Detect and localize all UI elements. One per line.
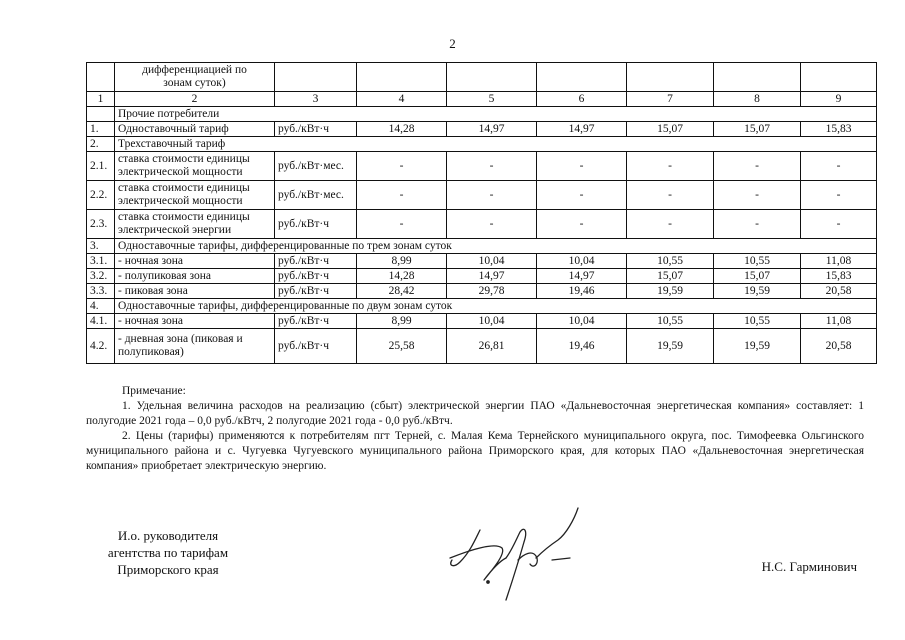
value-cell: 19,46 [537,284,627,299]
tariff-row [87,122,877,137]
position-line: агентства по тарифам [107,545,229,560]
section-label: Трехставочный тариф [115,137,877,152]
value-cell: 10,55 [714,314,801,329]
column-number: 4 [357,92,447,107]
value-cell: 15,07 [714,269,801,284]
value-cell: - [537,152,627,181]
section-row [87,107,877,122]
tariff-row [87,254,877,269]
value-cell: 15,07 [714,122,801,137]
value-cell: 14,28 [357,269,447,284]
value-cell: 10,55 [714,254,801,269]
value-cell: 10,04 [537,254,627,269]
signature-stroke [552,558,570,560]
unit-cell: руб./кВт·ч [275,329,357,364]
unit-cell: руб./кВт·мес. [275,181,357,210]
value-cell: - [627,152,714,181]
value-cell: 19,59 [714,284,801,299]
value-cell: 10,55 [627,314,714,329]
value-cell: 15,83 [801,269,877,284]
value-cell: 15,07 [627,122,714,137]
value-cell: - [627,210,714,239]
unit-cell: руб./кВт·ч [275,314,357,329]
unit-cell: руб./кВт·ч [275,284,357,299]
row-label-line: Одноставочный тариф [118,122,229,135]
value-cell: - [714,181,801,210]
row-number: 2.3. [87,210,115,239]
value-cell: 11,08 [801,254,877,269]
row-number [87,107,115,122]
section-label: Одноставочные тарифы, дифференцированные по трем зонам суток [115,239,877,254]
tariff-row [87,210,877,239]
column-number: 9 [801,92,877,107]
value-cell: - [801,181,877,210]
note-1: 1. Удельная величина расходов на реализацию (сбыт) электрической энергии ПАО «Дальневосточная энергетическая компания» составляет: 1 полугодие 2021 года – 0,0 руб./кВтч, 2 полугодие 2021 года - 0,0 руб./кВтч. [86,400,864,427]
row-label-line: электрической мощности [118,195,243,207]
row-label-line: - ночная зона [118,254,184,267]
value-cell: 8,99 [357,254,447,269]
value-cell: 8,99 [357,314,447,329]
column-number: 3 [275,92,357,107]
value-cell: 28,42 [357,284,447,299]
signature-dot [487,581,489,583]
row-label-line: электрической мощности [118,166,243,178]
value-cell: - [801,210,877,239]
row-label [115,329,275,364]
value-cell: - [447,210,537,239]
value-cell: - [357,210,447,239]
row-number: 3.2. [87,269,115,284]
signature-stroke [451,530,480,566]
signatory-name: Н.С. Гарминович [761,559,857,574]
row-label [115,122,275,137]
header-continuation-row [87,63,877,92]
value-cell: 10,04 [537,314,627,329]
row-label-line: ставка стоимости единицы [118,211,250,223]
header-line: зонам суток) [163,77,226,89]
value-cell: - [714,152,801,181]
value-cell: - [447,152,537,181]
unit-cell: руб./кВт·ч [275,269,357,284]
value-cell: 10,04 [447,254,537,269]
row-label [115,284,275,299]
row-number: 3.1. [87,254,115,269]
value-cell: 19,59 [627,284,714,299]
header-label-cell [115,63,275,92]
value-cell: 14,97 [447,122,537,137]
section-row [87,137,877,152]
value-cell: 14,97 [537,269,627,284]
row-label [115,152,275,181]
row-label [115,314,275,329]
value-cell: 19,59 [627,329,714,364]
value-cell: - [627,181,714,210]
column-number: 8 [714,92,801,107]
header-line: дифференциацией по [142,64,247,76]
value-cell: 10,04 [447,314,537,329]
row-number: 2.1. [87,152,115,181]
section-row [87,239,877,254]
value-cell: - [357,152,447,181]
tariff-row [87,181,877,210]
value-cell: 20,58 [801,329,877,364]
value-cell: 15,07 [627,269,714,284]
unit-cell: руб./кВт·ч [275,254,357,269]
signature-stroke [518,553,537,566]
row-label-line: - пиковая зона [118,284,188,297]
value-cell: - [447,181,537,210]
value-cell: 14,97 [447,269,537,284]
value-cell: 14,28 [357,122,447,137]
tariff-table [86,62,877,364]
value-cell: - [357,181,447,210]
row-label-line: ставка стоимости единицы [118,182,250,194]
tariff-row [87,314,877,329]
row-label-line: полупиковая) [118,346,184,358]
tariff-row [87,152,877,181]
row-label-line: электрической энергии [118,224,232,236]
row-label [115,269,275,284]
value-cell: 15,83 [801,122,877,137]
notes-title: Примечание: [122,385,186,397]
row-number: 2. [87,137,115,152]
value-cell: - [714,210,801,239]
row-number: 4.1. [87,314,115,329]
row-label [115,210,275,239]
value-cell: - [537,181,627,210]
signature-stroke [536,508,578,558]
signatory-position [88,527,248,578]
row-number: 1. [87,122,115,137]
value-cell: 19,46 [537,329,627,364]
signature-stroke [506,529,526,600]
handwritten-signature [440,500,590,605]
row-label-line: - дневная зона (пиковая и [118,333,243,345]
value-cell: 20,58 [801,284,877,299]
column-number: 5 [447,92,537,107]
value-cell: - [537,210,627,239]
value-cell: - [801,152,877,181]
value-cell: 19,59 [714,329,801,364]
value-cell: 29,78 [447,284,537,299]
unit-cell: руб./кВт·мес. [275,152,357,181]
row-number: 2.2. [87,181,115,210]
position-line: Приморского края [117,562,219,577]
tariff-row [87,284,877,299]
tariff-row [87,329,877,364]
notes-block [86,384,864,474]
row-number: 4.2. [87,329,115,364]
unit-cell: руб./кВт·ч [275,210,357,239]
row-number: 4. [87,299,115,314]
column-number: 1 [87,92,115,107]
value-cell: 11,08 [801,314,877,329]
column-number: 7 [627,92,714,107]
section-label: Прочие потребители [115,107,877,122]
section-label: Одноставочные тарифы, дифференцированные по двум зонам суток [115,299,877,314]
row-label-line: - ночная зона [118,314,184,327]
value-cell: 14,97 [537,122,627,137]
section-row [87,299,877,314]
row-label [115,181,275,210]
column-number: 2 [115,92,275,107]
page-number: 2 [449,36,456,51]
note-2: 2. Цены (тарифы) применяются к потребителям пгт Терней, с. Малая Кема Тернейского муниципального округа, пос. Тимофеевка Ольгинского муниципального района и с. Чугуевка Чугуевского муниципального района Приморского края, для которых ПАО «Дальневосточная энергетическая компания» приобретает электрическую энергию. [86,430,864,472]
unit-cell: руб./кВт·ч [275,122,357,137]
column-number: 6 [537,92,627,107]
value-cell: 10,55 [627,254,714,269]
row-label-line: ставка стоимости единицы [118,153,250,165]
row-number: 3.3. [87,284,115,299]
value-cell: 26,81 [447,329,537,364]
column-number-row [87,92,877,107]
tariff-row [87,269,877,284]
row-number: 3. [87,239,115,254]
value-cell: 25,58 [357,329,447,364]
row-label [115,254,275,269]
row-label-line: - полупиковая зона [118,269,212,282]
position-line: И.о. руководителя [117,528,219,543]
